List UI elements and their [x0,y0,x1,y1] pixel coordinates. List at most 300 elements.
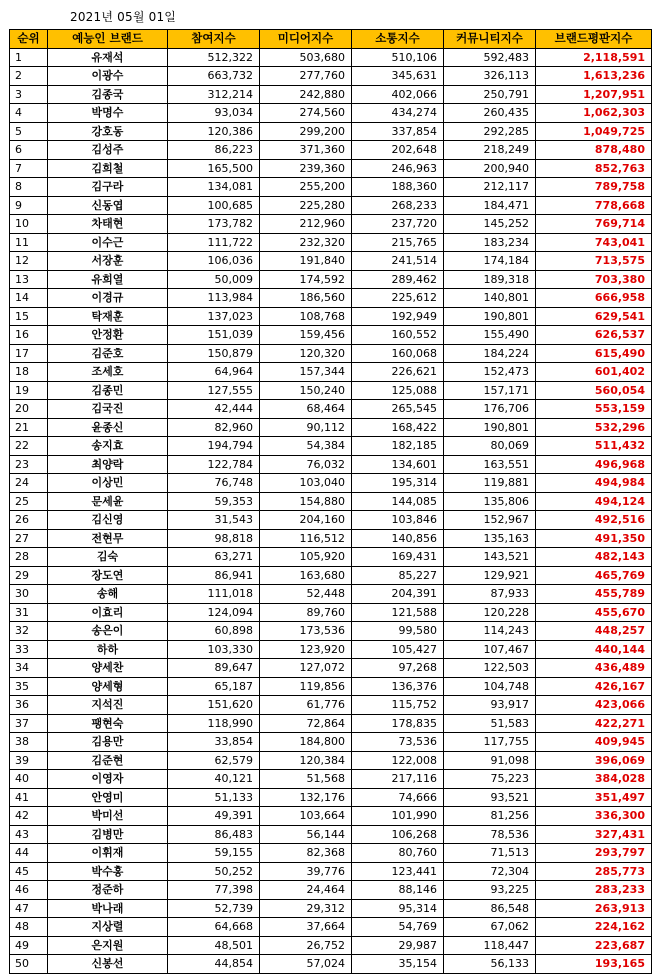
brand-name-cell: 김준현 [48,751,168,770]
table-row [10,733,652,752]
table-row [10,48,652,67]
media-cell: 299,200 [260,122,352,141]
table-row [10,659,652,678]
communication-cell: 268,233 [352,196,444,215]
media-cell: 108,768 [260,307,352,326]
community-cell: 93,917 [444,696,536,715]
community-cell: 190,801 [444,418,536,437]
communication-cell: 103,846 [352,511,444,530]
brand-name-cell: 이경규 [48,289,168,308]
rank-cell: 44 [10,844,48,863]
participation-cell: 64,964 [168,363,260,382]
participation-cell: 113,984 [168,289,260,308]
rank-cell: 36 [10,696,48,715]
community-cell: 157,171 [444,381,536,400]
table-row [10,326,652,345]
participation-cell: 106,036 [168,252,260,271]
brand-name-cell: 하하 [48,640,168,659]
media-cell: 72,864 [260,714,352,733]
media-cell: 29,312 [260,899,352,918]
rank-cell: 45 [10,862,48,881]
communication-cell: 402,066 [352,85,444,104]
community-cell: 145,252 [444,215,536,234]
participation-cell: 111,722 [168,233,260,252]
table-row [10,825,652,844]
media-cell: 120,384 [260,751,352,770]
table-row [10,381,652,400]
brand-reputation-cell: 629,541 [536,307,652,326]
media-cell: 54,384 [260,437,352,456]
rank-cell: 16 [10,326,48,345]
table-row [10,899,652,918]
community-cell: 183,234 [444,233,536,252]
participation-cell: 134,081 [168,178,260,197]
participation-cell: 51,133 [168,788,260,807]
participation-cell: 86,941 [168,566,260,585]
communication-cell: 192,949 [352,307,444,326]
community-cell: 218,249 [444,141,536,160]
participation-cell: 44,854 [168,955,260,974]
table-row [10,104,652,123]
brand-reputation-cell: 666,958 [536,289,652,308]
media-cell: 274,560 [260,104,352,123]
brand-name-cell: 전현무 [48,529,168,548]
participation-cell: 98,818 [168,529,260,548]
rank-cell: 8 [10,178,48,197]
media-cell: 127,072 [260,659,352,678]
community-cell: 184,224 [444,344,536,363]
brand-name-cell: 양세찬 [48,659,168,678]
communication-cell: 80,760 [352,844,444,863]
brand-reputation-cell: 482,143 [536,548,652,567]
participation-cell: 663,732 [168,67,260,86]
brand-name-cell: 이광수 [48,67,168,86]
brand-name-cell: 문세윤 [48,492,168,511]
participation-cell: 120,386 [168,122,260,141]
communication-cell: 74,666 [352,788,444,807]
communication-cell: 160,068 [352,344,444,363]
brand-reputation-cell: 426,167 [536,677,652,696]
participation-cell: 50,009 [168,270,260,289]
header-media-index: 미디어지수 [260,30,352,49]
communication-cell: 337,854 [352,122,444,141]
media-cell: 103,040 [260,474,352,493]
media-cell: 105,920 [260,548,352,567]
community-cell: 135,806 [444,492,536,511]
rank-cell: 23 [10,455,48,474]
brand-reputation-cell: 789,758 [536,178,652,197]
rank-cell: 40 [10,770,48,789]
brand-reputation-cell: 1,207,951 [536,85,652,104]
participation-cell: 137,023 [168,307,260,326]
table-row [10,67,652,86]
communication-cell: 510,106 [352,48,444,67]
rank-cell: 42 [10,807,48,826]
community-cell: 184,471 [444,196,536,215]
communication-cell: 225,612 [352,289,444,308]
participation-cell: 77,398 [168,881,260,900]
header-rank: 순위 [10,30,48,49]
brand-name-cell: 김성주 [48,141,168,160]
brand-name-cell: 조세호 [48,363,168,382]
media-cell: 163,680 [260,566,352,585]
brand-reputation-cell: 532,296 [536,418,652,437]
brand-name-cell: 탁재훈 [48,307,168,326]
participation-cell: 60,898 [168,622,260,641]
rank-cell: 11 [10,233,48,252]
brand-reputation-cell: 878,480 [536,141,652,160]
brand-name-cell: 이효리 [48,603,168,622]
brand-reputation-cell: 465,769 [536,566,652,585]
participation-cell: 151,039 [168,326,260,345]
participation-cell: 42,444 [168,400,260,419]
brand-reputation-cell: 455,789 [536,585,652,604]
communication-cell: 265,545 [352,400,444,419]
brand-reputation-cell: 703,380 [536,270,652,289]
media-cell: 232,320 [260,233,352,252]
communication-cell: 202,648 [352,141,444,160]
rank-cell: 27 [10,529,48,548]
brand-reputation-cell: 491,350 [536,529,652,548]
communication-cell: 226,621 [352,363,444,382]
community-cell: 143,521 [444,548,536,567]
table-row [10,233,652,252]
header-communication-index: 소통지수 [352,30,444,49]
communication-cell: 134,601 [352,455,444,474]
media-cell: 116,512 [260,529,352,548]
media-cell: 123,920 [260,640,352,659]
participation-cell: 103,330 [168,640,260,659]
rank-cell: 5 [10,122,48,141]
participation-cell: 50,252 [168,862,260,881]
community-cell: 87,933 [444,585,536,604]
table-row [10,400,652,419]
communication-cell: 169,431 [352,548,444,567]
table-row [10,122,652,141]
communication-cell: 178,835 [352,714,444,733]
rank-cell: 34 [10,659,48,678]
media-cell: 89,760 [260,603,352,622]
report-date: 2021년 05월 01일 [70,10,177,24]
community-cell: 129,921 [444,566,536,585]
brand-reputation-cell: 336,300 [536,807,652,826]
rank-cell: 1 [10,48,48,67]
table-row [10,307,652,326]
brand-name-cell: 송해 [48,585,168,604]
community-cell: 592,483 [444,48,536,67]
brand-name-cell: 지상렬 [48,918,168,937]
table-row [10,270,652,289]
rank-cell: 31 [10,603,48,622]
rank-cell: 35 [10,677,48,696]
communication-cell: 95,314 [352,899,444,918]
brand-reputation-cell: 769,714 [536,215,652,234]
header-entertainer-brand: 예능인 브랜드 [48,30,168,49]
brand-reputation-cell: 852,763 [536,159,652,178]
table-row [10,252,652,271]
media-cell: 212,960 [260,215,352,234]
communication-cell: 136,376 [352,677,444,696]
brand-name-cell: 송은이 [48,622,168,641]
rank-cell: 6 [10,141,48,160]
media-cell: 52,448 [260,585,352,604]
communication-cell: 73,536 [352,733,444,752]
communication-cell: 35,154 [352,955,444,974]
communication-cell: 88,146 [352,881,444,900]
community-cell: 91,098 [444,751,536,770]
participation-cell: 48,501 [168,936,260,955]
rank-cell: 15 [10,307,48,326]
communication-cell: 182,185 [352,437,444,456]
table-row [10,289,652,308]
media-cell: 191,840 [260,252,352,271]
community-cell: 117,755 [444,733,536,752]
rank-cell: 38 [10,733,48,752]
participation-cell: 312,214 [168,85,260,104]
communication-cell: 246,963 [352,159,444,178]
brand-name-cell: 박나래 [48,899,168,918]
rank-cell: 26 [10,511,48,530]
participation-cell: 86,483 [168,825,260,844]
community-cell: 118,447 [444,936,536,955]
communication-cell: 122,008 [352,751,444,770]
participation-cell: 82,960 [168,418,260,437]
brand-reputation-cell: 743,041 [536,233,652,252]
communication-cell: 215,765 [352,233,444,252]
brand-reputation-cell: 409,945 [536,733,652,752]
brand-reputation-cell: 327,431 [536,825,652,844]
table-row [10,751,652,770]
media-cell: 174,592 [260,270,352,289]
brand-reputation-cell: 2,118,591 [536,48,652,67]
rank-cell: 20 [10,400,48,419]
brand-name-cell: 김준호 [48,344,168,363]
media-cell: 154,880 [260,492,352,511]
community-cell: 80,069 [444,437,536,456]
brand-name-cell: 송지효 [48,437,168,456]
media-cell: 225,280 [260,196,352,215]
media-cell: 39,776 [260,862,352,881]
communication-cell: 140,856 [352,529,444,548]
brand-name-cell: 신동엽 [48,196,168,215]
brand-reputation-cell: 396,069 [536,751,652,770]
rank-cell: 49 [10,936,48,955]
brand-reputation-cell: 285,773 [536,862,652,881]
brand-reputation-cell: 494,124 [536,492,652,511]
participation-cell: 76,748 [168,474,260,493]
brand-name-cell: 김구라 [48,178,168,197]
community-cell: 176,706 [444,400,536,419]
community-cell: 107,467 [444,640,536,659]
brand-reputation-cell: 423,066 [536,696,652,715]
brand-name-cell: 이상민 [48,474,168,493]
media-cell: 173,536 [260,622,352,641]
media-cell: 56,144 [260,825,352,844]
brand-reputation-cell: 436,489 [536,659,652,678]
media-cell: 37,664 [260,918,352,937]
rank-cell: 10 [10,215,48,234]
table-row [10,844,652,863]
brand-name-cell: 유희열 [48,270,168,289]
brand-name-cell: 양세형 [48,677,168,696]
media-cell: 371,360 [260,141,352,160]
rank-cell: 18 [10,363,48,382]
participation-cell: 63,271 [168,548,260,567]
header-participation-index: 참여지수 [168,30,260,49]
media-cell: 239,360 [260,159,352,178]
rank-cell: 47 [10,899,48,918]
community-cell: 163,551 [444,455,536,474]
table-row [10,881,652,900]
brand-name-cell: 팽현숙 [48,714,168,733]
participation-cell: 122,784 [168,455,260,474]
rank-cell: 21 [10,418,48,437]
table-row [10,788,652,807]
community-cell: 78,536 [444,825,536,844]
communication-cell: 105,427 [352,640,444,659]
communication-cell: 123,441 [352,862,444,881]
community-cell: 51,583 [444,714,536,733]
participation-cell: 40,121 [168,770,260,789]
media-cell: 184,800 [260,733,352,752]
participation-cell: 165,500 [168,159,260,178]
brand-reputation-cell: 455,670 [536,603,652,622]
communication-cell: 345,631 [352,67,444,86]
table-row [10,603,652,622]
brand-reputation-cell: 626,537 [536,326,652,345]
community-cell: 93,225 [444,881,536,900]
table-row [10,196,652,215]
community-cell: 190,801 [444,307,536,326]
rank-cell: 22 [10,437,48,456]
participation-cell: 150,879 [168,344,260,363]
table-row [10,159,652,178]
table-row [10,492,652,511]
brand-name-cell: 정준하 [48,881,168,900]
participation-cell: 173,782 [168,215,260,234]
rank-cell: 28 [10,548,48,567]
brand-name-cell: 서장훈 [48,252,168,271]
media-cell: 242,880 [260,85,352,104]
table-row [10,807,652,826]
media-cell: 82,368 [260,844,352,863]
community-cell: 114,243 [444,622,536,641]
brand-name-cell: 최양락 [48,455,168,474]
brand-name-cell: 신봉선 [48,955,168,974]
community-cell: 152,967 [444,511,536,530]
brand-name-cell: 차태현 [48,215,168,234]
brand-reputation-cell: 778,668 [536,196,652,215]
rank-cell: 4 [10,104,48,123]
participation-cell: 89,647 [168,659,260,678]
table-row [10,418,652,437]
brand-reputation-cell: 1,613,236 [536,67,652,86]
rank-cell: 14 [10,289,48,308]
media-cell: 24,464 [260,881,352,900]
brand-reputation-table [9,29,652,974]
participation-cell: 59,155 [168,844,260,863]
media-cell: 150,240 [260,381,352,400]
community-cell: 104,748 [444,677,536,696]
participation-cell: 93,034 [168,104,260,123]
rank-cell: 9 [10,196,48,215]
brand-name-cell: 은지원 [48,936,168,955]
communication-cell: 29,987 [352,936,444,955]
communication-cell: 217,116 [352,770,444,789]
media-cell: 277,760 [260,67,352,86]
community-cell: 200,940 [444,159,536,178]
rank-cell: 29 [10,566,48,585]
community-cell: 189,318 [444,270,536,289]
brand-name-cell: 지석진 [48,696,168,715]
participation-cell: 111,018 [168,585,260,604]
rank-cell: 30 [10,585,48,604]
brand-name-cell: 박수홍 [48,862,168,881]
communication-cell: 168,422 [352,418,444,437]
table-row [10,714,652,733]
brand-reputation-cell: 293,797 [536,844,652,863]
brand-reputation-cell: 492,516 [536,511,652,530]
communication-cell: 241,514 [352,252,444,271]
rank-cell: 37 [10,714,48,733]
table-row [10,770,652,789]
brand-reputation-cell: 494,984 [536,474,652,493]
communication-cell: 121,588 [352,603,444,622]
participation-cell: 59,353 [168,492,260,511]
participation-cell: 100,685 [168,196,260,215]
participation-cell: 127,555 [168,381,260,400]
participation-cell: 64,668 [168,918,260,937]
communication-cell: 195,314 [352,474,444,493]
table-row [10,141,652,160]
table-row [10,215,652,234]
participation-cell: 31,543 [168,511,260,530]
community-cell: 81,256 [444,807,536,826]
brand-name-cell: 안영미 [48,788,168,807]
brand-reputation-cell: 263,913 [536,899,652,918]
rank-cell: 39 [10,751,48,770]
table-row [10,918,652,937]
community-cell: 71,513 [444,844,536,863]
table-row [10,622,652,641]
brand-reputation-cell: 283,233 [536,881,652,900]
communication-cell: 289,462 [352,270,444,289]
rank-cell: 2 [10,67,48,86]
communication-cell: 434,274 [352,104,444,123]
table-body [10,48,652,973]
table-header-row [10,30,652,49]
table-row [10,640,652,659]
community-cell: 93,521 [444,788,536,807]
brand-reputation-cell: 224,162 [536,918,652,937]
table-row [10,548,652,567]
community-cell: 326,113 [444,67,536,86]
table-row [10,455,652,474]
communication-cell: 160,552 [352,326,444,345]
rank-cell: 43 [10,825,48,844]
table-row [10,955,652,974]
brand-reputation-cell: 223,687 [536,936,652,955]
communication-cell: 237,720 [352,215,444,234]
community-cell: 260,435 [444,104,536,123]
communication-cell: 204,391 [352,585,444,604]
community-cell: 292,285 [444,122,536,141]
rank-cell: 19 [10,381,48,400]
brand-reputation-cell: 448,257 [536,622,652,641]
brand-reputation-cell: 422,271 [536,714,652,733]
community-cell: 120,228 [444,603,536,622]
brand-reputation-cell: 560,054 [536,381,652,400]
